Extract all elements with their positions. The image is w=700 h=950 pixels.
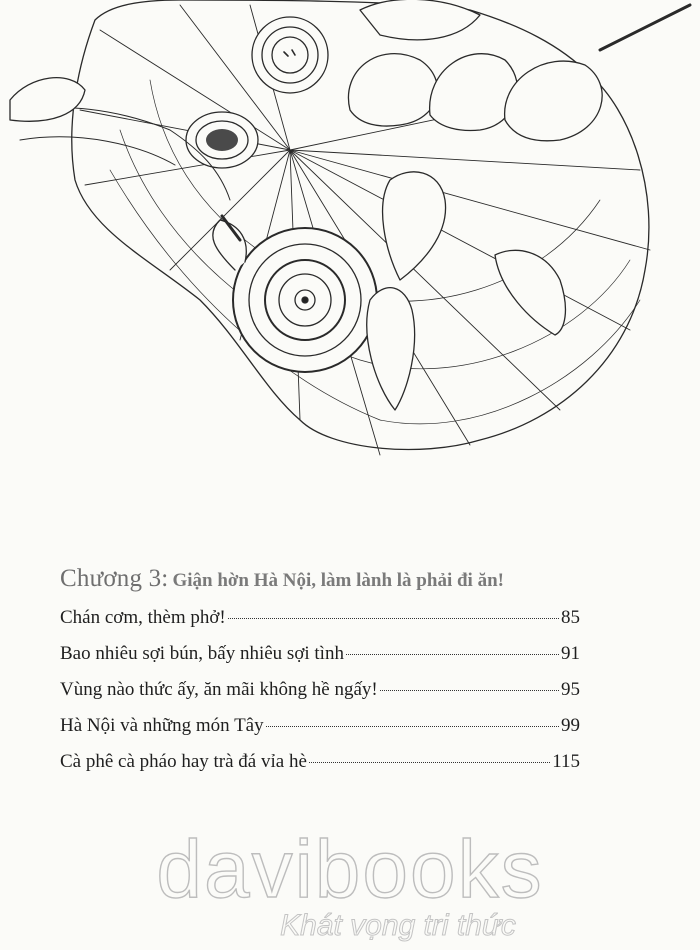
chapter-title: Giận hờn Hà Nội, làm lành là phải đi ăn! — [172, 570, 504, 591]
toc-entry-title: Hà Nội và những món Tây — [60, 715, 264, 736]
dot-leader — [266, 726, 559, 727]
toc-entry-page: 85 — [561, 607, 580, 628]
chapter-label: Chương 3: — [60, 565, 169, 592]
lotus-petals — [367, 172, 566, 410]
lotus-teapot-illustration — [0, 0, 700, 470]
watermark-logo — [0, 825, 700, 950]
toc-entry-page: 99 — [561, 715, 580, 736]
toc-entry-title: Vùng nào thức ấy, ăn mãi không hề ngấy! — [60, 679, 378, 700]
toc-entry-title: Cà phê cà pháo hay trà đá vỉa hè — [60, 751, 307, 772]
toc-entry-title: Chán cơm, thèm phở! — [60, 607, 226, 628]
chapter-heading — [60, 565, 580, 593]
toc-entry[interactable] — [60, 715, 580, 751]
dot-leader — [309, 762, 550, 763]
teapot — [213, 216, 389, 372]
toc-entry[interactable] — [60, 751, 580, 787]
dot-leader — [228, 618, 559, 619]
toc-entry[interactable] — [60, 679, 580, 715]
table-of-contents — [60, 565, 580, 787]
toc-entry-page: 91 — [561, 643, 580, 664]
toc-entry[interactable] — [60, 607, 580, 643]
lotus-buds — [348, 0, 690, 141]
watermark-brand: davibooks — [156, 825, 544, 915]
toc-entry-page: 115 — [552, 751, 580, 772]
teacup-left — [186, 112, 258, 168]
toc-entry-page: 95 — [561, 679, 580, 700]
small-leaf — [10, 78, 85, 122]
watermark-tagline: Khát vọng tri thức — [280, 909, 516, 942]
toc-entry[interactable] — [60, 643, 580, 679]
dot-leader — [380, 690, 559, 691]
teacup-top — [252, 17, 328, 93]
toc-entry-title: Bao nhiêu sợi bún, bấy nhiêu sợi tình — [60, 643, 344, 664]
dot-leader — [346, 654, 559, 655]
